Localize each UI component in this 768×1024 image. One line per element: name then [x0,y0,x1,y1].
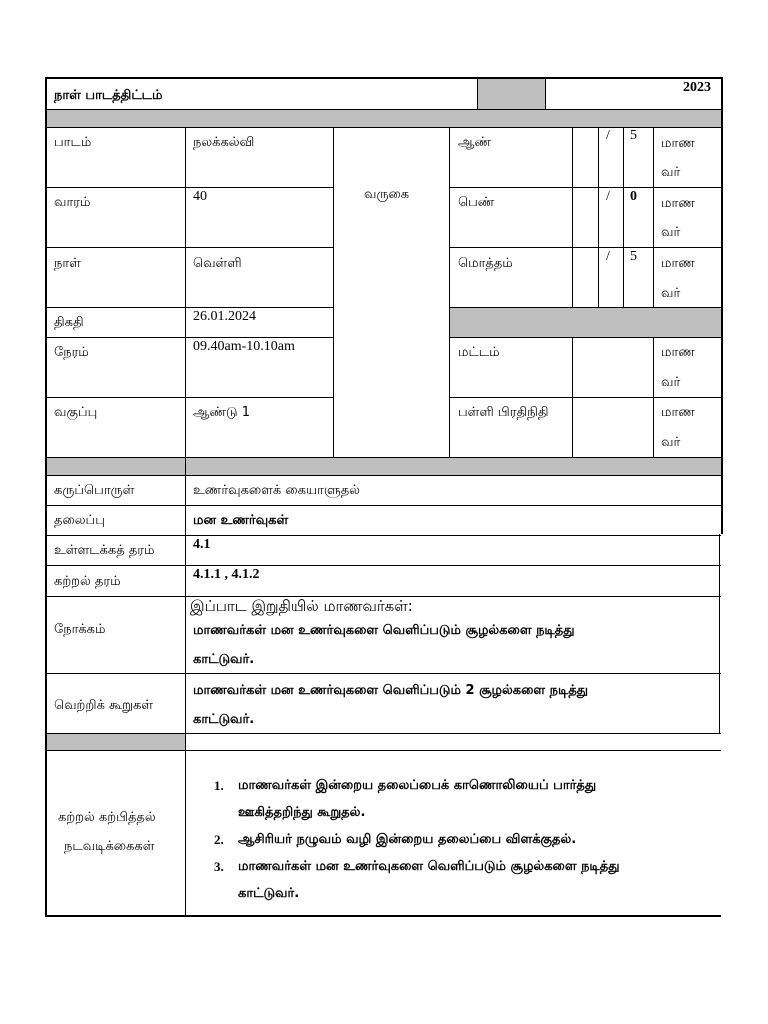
boys-slash: / [606,128,610,143]
girls-slash: / [606,189,610,204]
boys-unit-2: வர் [661,165,681,180]
level-unit-1: மாண [661,345,695,360]
learning-standard-label: கற்றல் தரம் [54,574,121,589]
line [623,127,624,308]
step-line-1: ஆசிரியர் நழுவம் வழி இன்றைய தலைப்பை விளக்குதல். [238,832,577,847]
border-right [721,77,723,534]
line [45,673,721,674]
objective-line-2: காட்டுவர். [193,652,255,667]
activities-label-2: நடவடிக்கைகள் [64,839,155,854]
girls-label: பெண் [458,195,495,210]
rep-label: பள்ளி பிரதிநிதி [458,405,549,420]
boys-unit-1: மாண [661,136,695,151]
rep-unit-1: மாண [661,405,695,420]
step-number: 1. [214,778,224,793]
line [45,337,334,338]
total-unit-2: வர் [661,286,681,301]
line [45,109,723,110]
border-right-lower [719,534,720,734]
objective-label: நோக்கம் [54,622,106,637]
line [449,307,722,308]
line [45,397,334,398]
level-unit-2: வர் [661,375,681,390]
success-criteria-line-2: காட்டுவர். [193,712,255,727]
line [185,457,186,917]
girls-unit-2: வர் [661,225,681,240]
activity-steps [190,772,710,907]
line [185,127,186,458]
objective-intro: இப்பாட இறுதியில் மாணவர்கள்: [190,597,413,615]
line [45,247,334,248]
class-value: ஆண்டு 1 [193,405,250,420]
border-left [45,77,47,917]
line [477,77,478,110]
total-label: மொத்தம் [458,256,513,271]
success-criteria-line-1: மாணவர்கள் மன உணர்வுகளை வெளிப்படும் 2 சூழல்களை நடித்து [193,683,589,698]
line [45,565,721,566]
step-line-2: ஊகித்தறிந்து கூறுதல். [238,805,366,820]
border-bottom [45,915,721,917]
step-number: 2. [214,832,224,847]
step-line-2: காட்டுவர். [238,886,300,901]
step-line-1: மாணவர்கள் மன உணர்வுகளை வெளிப்படும் சூழல்களை நடித்து [238,859,620,874]
border-top [45,77,723,79]
week-label: வாரம் [54,195,91,210]
line [449,337,722,338]
line [572,127,573,308]
time-label: நேரம் [54,345,89,360]
total-unit-1: மாண [661,256,695,271]
page-title: நாள் பாடத்திட்டம் [54,88,163,103]
shaded-band-top [46,110,722,127]
line [45,187,334,188]
step-number: 3. [214,859,224,874]
day-value: வெள்ளி [193,256,242,271]
subject-label: பாடம் [54,135,92,150]
girls-count: 0 [630,189,637,204]
rep-unit-2: வர் [661,435,681,450]
theme-label: கருப்பொருள் [54,483,135,498]
line [449,397,722,398]
topic-value: மன உணர்வுகள் [193,513,289,528]
line [449,247,722,248]
boys-count: 5 [630,128,637,143]
year-label: 2023 [683,80,711,95]
level-label: மட்டம் [458,345,500,360]
line [545,77,546,110]
line [333,127,334,458]
topic-label: தலைப்பு [54,513,105,528]
activity-step [190,826,710,853]
line [45,307,334,308]
line [449,187,722,188]
subject-value: நலக்கல்வி [193,135,255,150]
success-criteria-label: வெற்றிக் கூறுகள் [54,698,153,713]
total-slash: / [606,249,610,264]
line [45,733,721,734]
shaded-band-mid [46,458,722,475]
line [45,475,723,476]
line [449,127,450,458]
objective-line-1: மாணவர்கள் மன உணர்வுகளை வெளிப்படும் சூழல்களை நடித்து [193,623,575,638]
total-count: 5 [630,249,637,264]
time-value: 09.40am-10.10am [193,339,295,354]
content-standard-label: உள்ளடக்கத் தரம் [54,543,155,558]
activity-step [190,853,710,907]
class-label: வகுப்பு [54,405,98,420]
line [45,505,723,506]
shaded-band-right [450,308,721,337]
content-standard-value: 4.1 [193,537,211,552]
line [45,750,721,751]
line [45,457,723,458]
activity-step [190,772,710,826]
date-value: 26.01.2024 [193,309,256,324]
shaded-band-bottom [46,734,185,750]
line [598,127,599,308]
week-value: 40 [193,189,207,204]
activities-label-1: கற்றல் கற்பித்தல் [58,810,156,825]
day-label: நாள் [54,256,81,271]
attendance-label: வருகை [364,187,410,202]
girls-unit-1: மாண [661,196,695,211]
learning-standard-value: 4.1.1 , 4.1.2 [193,567,260,582]
theme-value: உணர்வுகளைக் கையாளுதல் [193,483,360,498]
boys-label: ஆண் [458,135,491,150]
header-shaded-cell [478,78,545,109]
step-line-1: மாணவர்கள் இன்றைய தலைப்பைக் காணொலியைப் பார்த்து [238,778,597,793]
line [45,127,723,128]
line [45,535,721,536]
line [653,127,654,308]
date-label: திகதி [54,315,84,330]
